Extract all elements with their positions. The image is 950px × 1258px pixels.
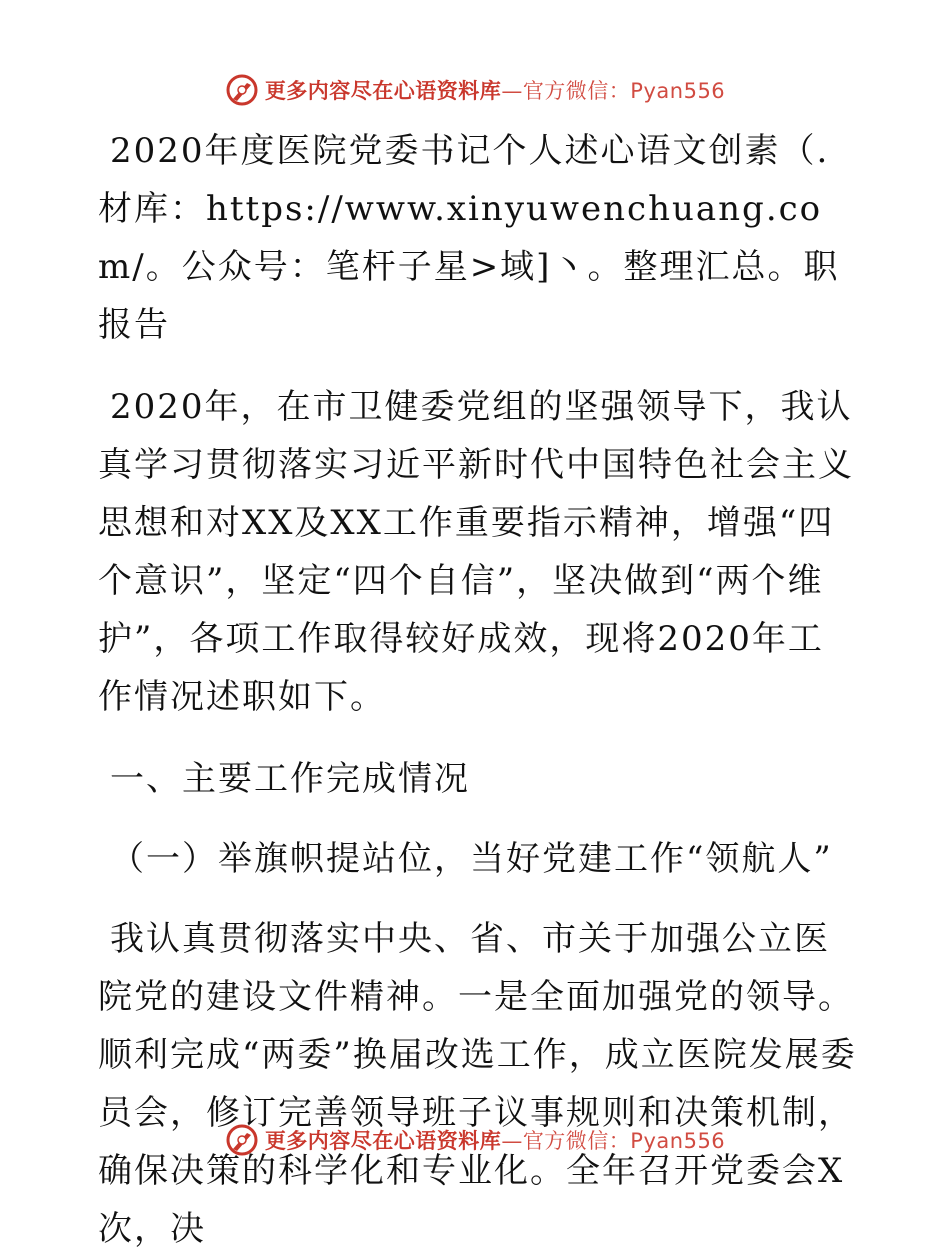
banner-text-sub: —官方微信：Pyan556	[501, 79, 726, 103]
pen-circle-logo-icon	[225, 1123, 259, 1157]
document-body	[98, 122, 858, 1258]
paragraph-body-1: 我认真贯彻落实中央、省、市关于加强公立医院党的建设文件精神。一是全面加强党的领导。顺利完成“两委”换届改选工作，成立医院发展委员会，修订完善领导班子议事规则和决策机制，确保决策的科学化和专业化。全年召开党委会X次，决	[98, 919, 857, 1249]
footer-watermark-banner	[0, 1120, 950, 1160]
banner-text-sub: —官方微信：Pyan556	[501, 1129, 726, 1153]
section-heading-1: 一、主要工作完成情况	[110, 759, 470, 799]
subsection-heading-1: （一）举旗帜提站位，当好党建工作“领航人”	[110, 839, 833, 879]
pen-circle-logo-icon	[225, 73, 259, 107]
header-watermark-banner	[0, 70, 950, 110]
document-title: 2020年度医院党委书记个人述心语文创素（.材库：https://www.xinyuwenchuang.com/。公众号：笔杆子星>域]丶。整理汇总。职报告	[98, 131, 840, 345]
banner-text-main: 更多内容尽在心语资料库	[264, 1129, 502, 1153]
paragraph-intro: 2020年，在市卫健委党组的坚强领导下，我认真学习贯彻落实习近平新时代中国特色社会主义思想和对XX及XX工作重要指示精神，增强“四个意识”，坚定“四个自信”，坚决做到“两个维护”，各项工作取得较好成效，现将2020年工作情况述职如下。	[98, 387, 854, 717]
banner-text-main: 更多内容尽在心语资料库	[264, 79, 502, 103]
banner-text	[265, 75, 725, 105]
banner-text	[265, 1125, 725, 1155]
